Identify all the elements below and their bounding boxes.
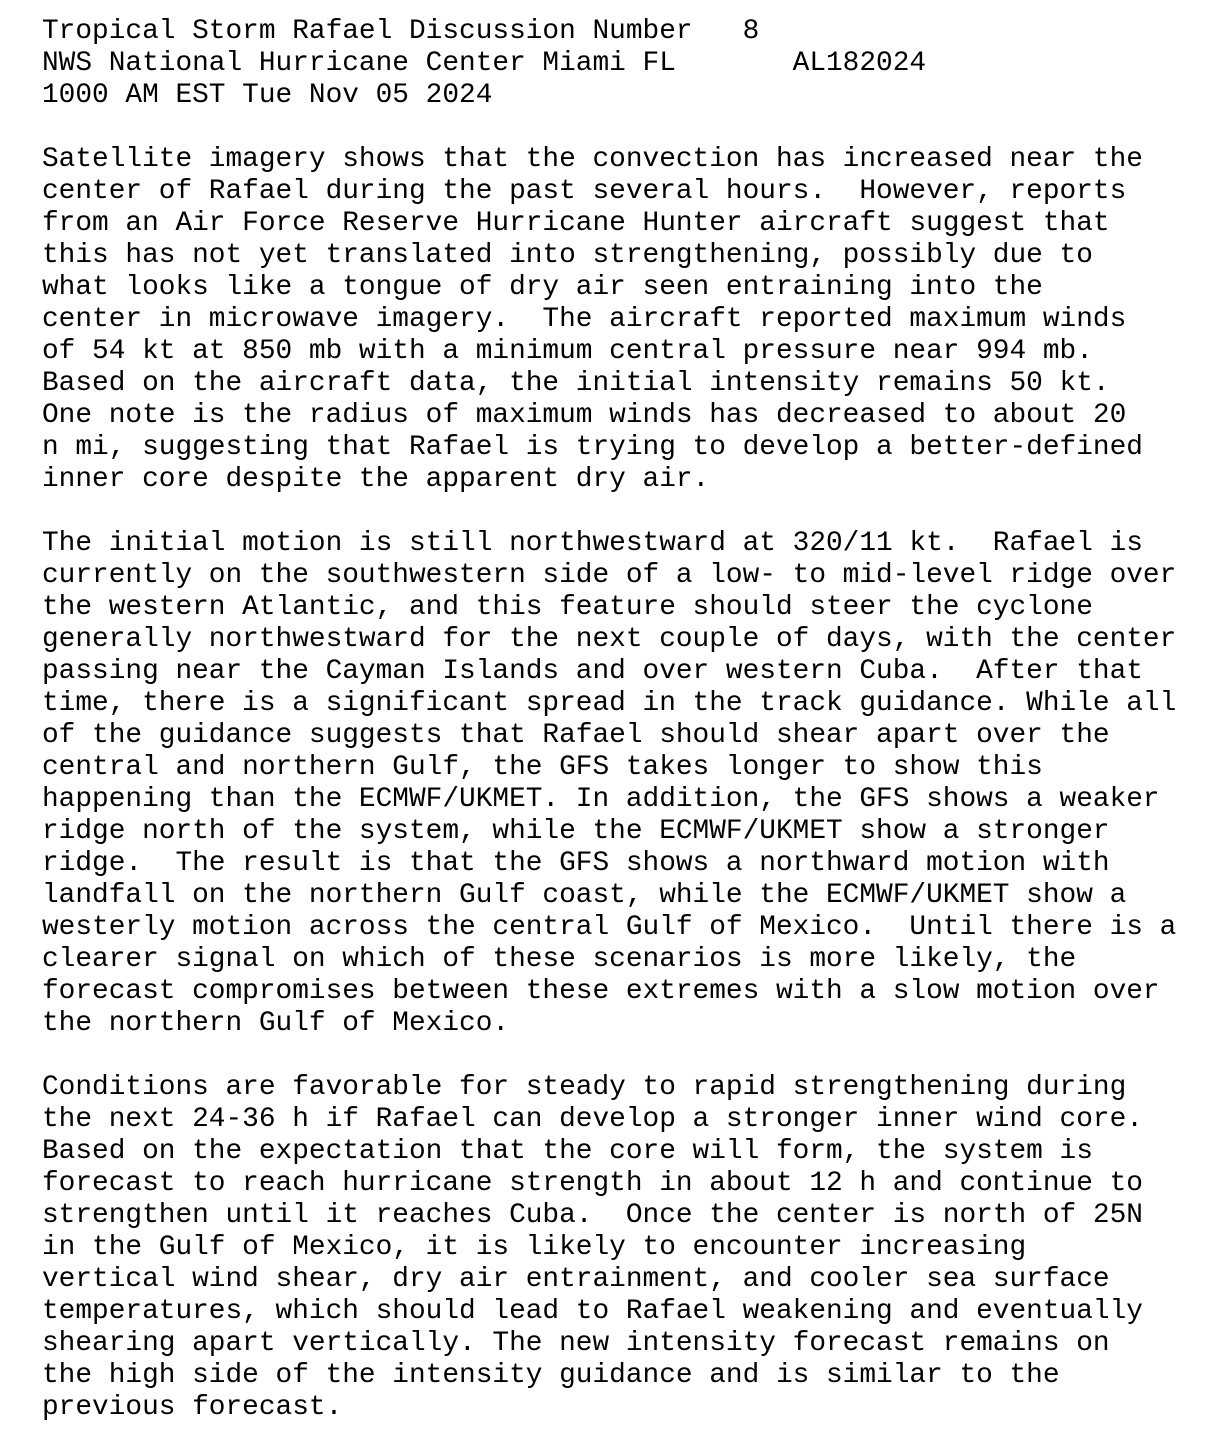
text-line: the northern Gulf of Mexico.: [42, 1008, 510, 1039]
text-line: generally northwestward for the next couple of days, with the center: [42, 624, 1177, 655]
text-line: center in microwave imagery. The aircraft reported maximum winds: [42, 304, 1127, 335]
text-line: center of Rafael during the past several hours. However, reports: [42, 176, 1127, 207]
text-line: time, there is a significant spread in the track guidance. While all: [42, 688, 1177, 719]
text-line: Satellite imagery shows that the convection has increased near the: [42, 144, 1143, 175]
text-line: the next 24-36 h if Rafael can develop a stronger inner wind core.: [42, 1104, 1143, 1135]
text-line: from an Air Force Reserve Hurricane Hunter aircraft suggest that: [42, 208, 1110, 239]
text-line: what looks like a tongue of dry air seen entraining into the: [42, 272, 1043, 303]
text-line: the high side of the intensity guidance and is similar to the: [42, 1360, 1060, 1391]
paragraph-satellite-intensity: [42, 144, 1202, 496]
paragraph-spacer: [42, 1040, 1202, 1072]
text-line: central and northern Gulf, the GFS takes longer to show this: [42, 752, 1043, 783]
text-line: in the Gulf of Mexico, it is likely to encounter increasing: [42, 1232, 1027, 1263]
text-line: westerly motion across the central Gulf of Mexico. Until there is a: [42, 912, 1177, 943]
text-line: forecast to reach hurricane strength in about 12 h and continue to: [42, 1168, 1143, 1199]
text-line: temperatures, which should lead to Rafael weakening and eventually: [42, 1296, 1143, 1327]
text-line: landfall on the northern Gulf coast, while the ECMWF/UKMET show a: [42, 880, 1127, 911]
text-line: n mi, suggesting that Rafael is trying to develop a better-defined: [42, 432, 1143, 463]
issuing-office: NWS National Hurricane Center Miami FL AL182024: [42, 48, 927, 79]
issue-time: 1000 AM EST Tue Nov 05 2024: [42, 80, 493, 111]
discussion-title: Tropical Storm Rafael Discussion Number 8: [42, 16, 760, 47]
text-line: vertical wind shear, dry air entrainment, and cooler sea surface: [42, 1264, 1110, 1295]
paragraph-motion-track: [42, 528, 1202, 1040]
text-line: ridge. The result is that the GFS shows a northward motion with: [42, 848, 1110, 879]
text-line: strengthen until it reaches Cuba. Once the center is north of 25N: [42, 1200, 1143, 1231]
text-line: passing near the Cayman Islands and over western Cuba. After that: [42, 656, 1143, 687]
text-line: of the guidance suggests that Rafael should shear apart over the: [42, 720, 1110, 751]
text-line: the western Atlantic, and this feature should steer the cyclone: [42, 592, 1093, 623]
text-line: ridge north of the system, while the ECMWF/UKMET show a stronger: [42, 816, 1110, 847]
text-line: Based on the aircraft data, the initial intensity remains 50 kt.: [42, 368, 1110, 399]
text-line: Based on the expectation that the core will form, the system is: [42, 1136, 1093, 1167]
text-line: of 54 kt at 850 mb with a minimum central pressure near 994 mb.: [42, 336, 1093, 367]
text-line: The initial motion is still northwestward at 320/11 kt. Rafael is: [42, 528, 1143, 559]
paragraph-intensity-forecast: [42, 1072, 1202, 1424]
text-line: this has not yet translated into strengthening, possibly due to: [42, 240, 1093, 271]
text-line: happening than the ECMWF/UKMET. In addition, the GFS shows a weaker: [42, 784, 1160, 815]
text-line: shearing apart vertically. The new intensity forecast remains on: [42, 1328, 1110, 1359]
discussion-document: [42, 16, 1202, 1424]
text-line: currently on the southwestern side of a low- to mid-level ridge over: [42, 560, 1177, 591]
text-line: inner core despite the apparent dry air.: [42, 464, 710, 495]
text-line: previous forecast.: [42, 1392, 343, 1423]
discussion-header: [42, 16, 1202, 112]
text-line: Conditions are favorable for steady to rapid strengthening during: [42, 1072, 1127, 1103]
paragraph-spacer: [42, 496, 1202, 528]
text-line: forecast compromises between these extremes with a slow motion over: [42, 976, 1160, 1007]
text-line: One note is the radius of maximum winds has decreased to about 20: [42, 400, 1127, 431]
text-line: clearer signal on which of these scenarios is more likely, the: [42, 944, 1077, 975]
paragraph-spacer: [42, 112, 1202, 144]
